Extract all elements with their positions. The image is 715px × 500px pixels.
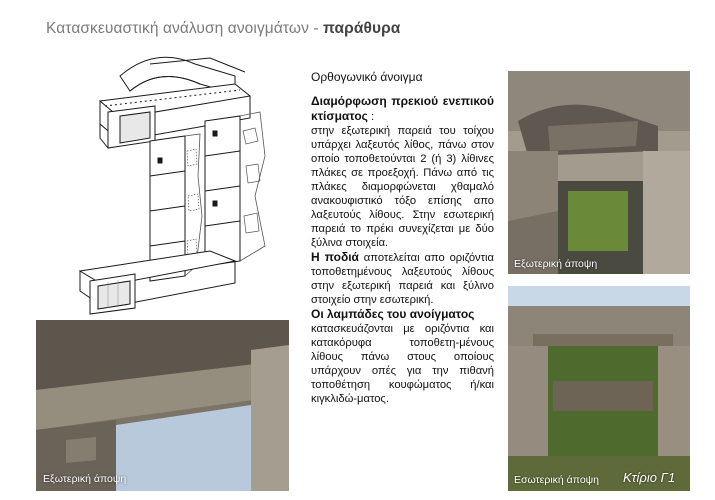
lintel-body: στην εξωτερική παρειά του τοίχου υπάρχει λαξευτός λίθος, πάνω στον οποίο τοποθετούνται 2 (ή 3) λίθινες πλάκες σε προεξοχή. Πάνω από τις πλάκες διαμορφώνεται χθαμαλό ανακουφιστικό τόξο επίσης απο λαξευτούς λίθους. Στην εσωτερική παρειά το πρέκι συνεχίζεται με δύο ξύλινα στοιχεία.: [311, 125, 494, 249]
caption-interior: Εσωτερική άποψη: [514, 474, 600, 486]
lintel-colon: :: [367, 111, 375, 123]
photo-exterior-bottom: [36, 320, 289, 491]
caption-exterior-top: Εξωτερική άποψη: [514, 258, 598, 270]
description-column: [311, 70, 494, 406]
photo-interior: [508, 286, 690, 491]
page-title: [46, 20, 400, 38]
sill-heading: Η ποδιά: [311, 250, 359, 264]
title-bold: παράθυρα: [323, 20, 401, 37]
building-signature: Κτίριο Γ1: [623, 470, 676, 485]
paragraph-lintel: [311, 94, 494, 250]
caption-exterior-bottom: Εξωτερική άποψη: [43, 473, 127, 485]
sill-body: αποτελείται απο οριζόντια τοποθετημένους λαξευτούς λίθους στην εξωτερική παρειά και ξύλινο στοιχείο στην εσωτερική.: [311, 252, 495, 306]
jambs-heading: Οι λαμπάδες του ανοίγματος: [311, 307, 475, 321]
photo-exterior-top: [508, 71, 690, 274]
paragraph-sill: [311, 250, 494, 307]
section-subtitle: Ορθογωνικό άνοιγμα: [311, 70, 423, 84]
window-construction-drawing: [60, 46, 275, 321]
lintel-heading: Διαμόρφωση πρεκιού ενεπικού κτίσματος: [311, 94, 494, 123]
paragraph-jambs: [311, 307, 494, 406]
jambs-body: κατασκευάζονται με οριζόντια και κατακόρυφα τοποθετη-μένους λίθους πάνω στους οποίους υπάρχουν οπές για την πιθανή τοποθέτηση κουφώματος ή/και κιγκλιδώ-ματος.: [311, 323, 494, 405]
title-text: Κατασκευαστική ανάλυση ανοιγμάτων -: [46, 20, 324, 37]
